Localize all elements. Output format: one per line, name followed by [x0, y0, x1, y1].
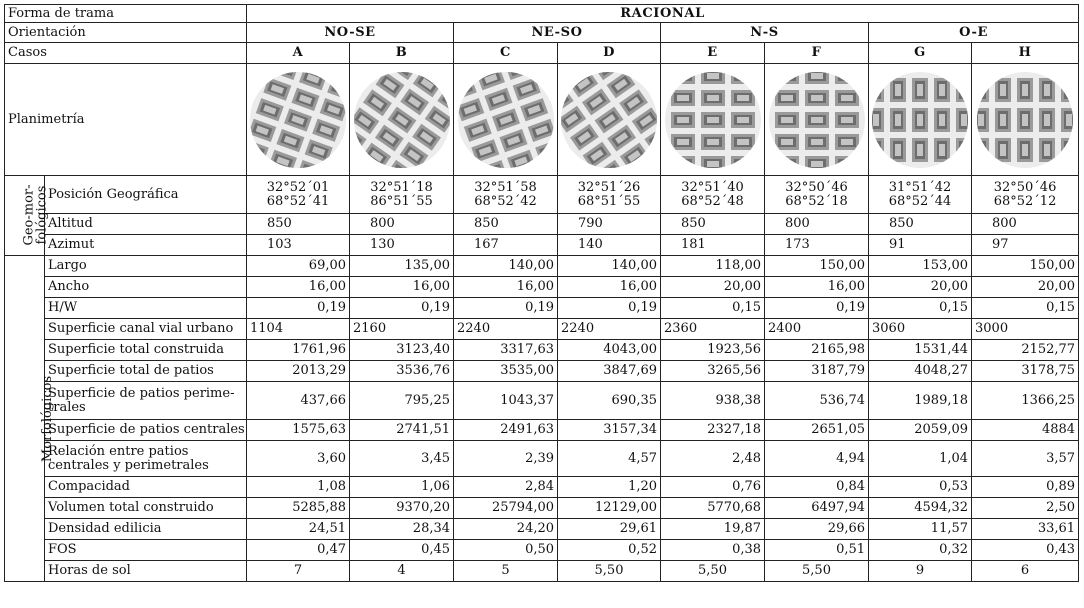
data-table [4, 4, 1079, 582]
cell-value: 32°51´26 68°51´55 [558, 176, 661, 214]
group-label-geo [5, 176, 50, 256]
cell-value: 69,00 [247, 256, 350, 277]
case-header: D [558, 43, 661, 64]
row-label: Altitud [45, 214, 247, 235]
orientation-header: N-S [661, 23, 869, 43]
cell-value: 25794,00 [454, 498, 558, 519]
cell-value: 3,60 [247, 441, 350, 477]
cell-value: 2240 [558, 319, 661, 340]
cell-value: 795,25 [350, 382, 454, 420]
cell-value: 4884 [972, 420, 1079, 441]
cell-value: 20,00 [869, 277, 972, 298]
table-row [5, 540, 1079, 561]
cell-value: 91 [869, 235, 972, 256]
planimetria-map [249, 71, 347, 169]
row-label: Ancho [45, 277, 247, 298]
case-header: E [661, 43, 765, 64]
cell-value: 0,19 [558, 298, 661, 319]
cell-value: 0,19 [350, 298, 454, 319]
cell-value: 5285,88 [247, 498, 350, 519]
forma-value: RACIONAL [247, 5, 1079, 23]
cell-value: 2741,51 [350, 420, 454, 441]
cell-value: 2160 [350, 319, 454, 340]
cell-value: 173 [765, 235, 869, 256]
planimetria-map [871, 71, 969, 169]
cell-value: 130 [350, 235, 454, 256]
cell-value: 32°51´18 86°51´55 [350, 176, 454, 214]
cell-value: 135,00 [350, 256, 454, 277]
cell-value: 19,87 [661, 519, 765, 540]
row-label: Superficie de patios perime-trales [45, 382, 247, 420]
cell-value: 800 [765, 214, 869, 235]
cell-value: 0,19 [765, 298, 869, 319]
cell-value: 140,00 [558, 256, 661, 277]
table-row [5, 256, 1079, 277]
case-header: H [972, 43, 1079, 64]
group-label-text: Geo-mor- fológicos [21, 184, 50, 246]
planimetria-map [353, 71, 451, 169]
cell-value: 437,66 [247, 382, 350, 420]
planimetria-map [976, 71, 1074, 169]
cell-value: 2,50 [972, 498, 1079, 519]
table-row [5, 277, 1079, 298]
cell-value: 103 [247, 235, 350, 256]
cell-value: 0,43 [972, 540, 1079, 561]
cell-value: 536,74 [765, 382, 869, 420]
row-label: Superficie total de patios [45, 361, 247, 382]
cell-value: 0,51 [765, 540, 869, 561]
cell-value: 3265,56 [661, 361, 765, 382]
cell-value: 3060 [869, 319, 972, 340]
orientation-header: O-E [869, 23, 1079, 43]
cell-value: 4 [350, 561, 454, 582]
cell-value: 4,94 [765, 441, 869, 477]
row-label: Superficie de patios centrales [45, 420, 247, 441]
cell-value: 32°50´46 68°52´18 [765, 176, 869, 214]
cell-value: 20,00 [661, 277, 765, 298]
table-row [5, 382, 1079, 420]
row-label: Posición Geográfica [45, 176, 247, 214]
cell-value: 32°51´40 68°52´48 [661, 176, 765, 214]
row-label: Compacidad [45, 477, 247, 498]
cell-value: 2651,05 [765, 420, 869, 441]
cell-value: 9 [869, 561, 972, 582]
cell-value: 0,15 [869, 298, 972, 319]
planimetria-image [350, 64, 454, 176]
cell-value: 140 [558, 235, 661, 256]
cell-value: 0,15 [661, 298, 765, 319]
cell-value: 20,00 [972, 277, 1079, 298]
planimetria-image [661, 64, 765, 176]
cell-value: 800 [350, 214, 454, 235]
cell-value: 1043,37 [454, 382, 558, 420]
cell-value: 5770,68 [661, 498, 765, 519]
cell-value: 29,61 [558, 519, 661, 540]
orientation-header: NE-SO [454, 23, 661, 43]
cell-value: 3187,79 [765, 361, 869, 382]
cell-value: 1366,25 [972, 382, 1079, 420]
row-label: Largo [45, 256, 247, 277]
cell-value: 4043,00 [558, 340, 661, 361]
group-label-text: Morfológicos [40, 375, 56, 462]
row-label: Horas de sol [45, 561, 247, 582]
table-row [5, 361, 1079, 382]
table-row [5, 477, 1079, 498]
cell-value: 850 [661, 214, 765, 235]
cell-value: 1104 [247, 319, 350, 340]
row-label: Densidad edilicia [45, 519, 247, 540]
table-row [5, 23, 1079, 43]
cell-value: 5,50 [661, 561, 765, 582]
cell-value: 97 [972, 235, 1079, 256]
cell-value: 0,38 [661, 540, 765, 561]
cell-value: 0,19 [247, 298, 350, 319]
cell-value: 1923,56 [661, 340, 765, 361]
planimetria-image [247, 64, 350, 176]
cell-value: 6 [972, 561, 1079, 582]
group-label-morf [5, 256, 56, 582]
case-header: F [765, 43, 869, 64]
cell-value: 1,20 [558, 477, 661, 498]
cell-value: 16,00 [350, 277, 454, 298]
planimetria-map [768, 71, 866, 169]
cell-value: 118,00 [661, 256, 765, 277]
cell-value: 140,00 [454, 256, 558, 277]
cell-value: 0,15 [972, 298, 1079, 319]
cell-value: 3000 [972, 319, 1079, 340]
cell-value: 2327,18 [661, 420, 765, 441]
cell-value: 2059,09 [869, 420, 972, 441]
cell-value: 7 [247, 561, 350, 582]
case-header: C [454, 43, 558, 64]
cell-value: 33,61 [972, 519, 1079, 540]
cell-value: 5,50 [765, 561, 869, 582]
cell-value: 24,20 [454, 519, 558, 540]
cell-value: 4,57 [558, 441, 661, 477]
cell-value: 1,08 [247, 477, 350, 498]
cell-value: 153,00 [869, 256, 972, 277]
cell-value: 28,34 [350, 519, 454, 540]
cell-value: 1989,18 [869, 382, 972, 420]
cell-value: 3,45 [350, 441, 454, 477]
planimetria-image [558, 64, 661, 176]
cell-value: 800 [972, 214, 1079, 235]
row-label: FOS [45, 540, 247, 561]
cell-value: 4048,27 [869, 361, 972, 382]
cell-value: 2165,98 [765, 340, 869, 361]
cell-value: 3847,69 [558, 361, 661, 382]
cell-value: 5 [454, 561, 558, 582]
table-row [5, 340, 1079, 361]
table-row [5, 43, 1079, 64]
cell-value: 16,00 [765, 277, 869, 298]
cell-value: 3157,34 [558, 420, 661, 441]
cell-value: 3178,75 [972, 361, 1079, 382]
cell-value: 32°50´46 68°52´12 [972, 176, 1079, 214]
forma-label: Forma de trama [5, 5, 247, 23]
cell-value: 1531,44 [869, 340, 972, 361]
cell-value: 2,48 [661, 441, 765, 477]
cell-value: 12129,00 [558, 498, 661, 519]
cell-value: 850 [869, 214, 972, 235]
cell-value: 0,76 [661, 477, 765, 498]
table-row [5, 319, 1079, 340]
cell-value: 3123,40 [350, 340, 454, 361]
case-header: G [869, 43, 972, 64]
cell-value: 4594,32 [869, 498, 972, 519]
row-label: Volumen total construido [45, 498, 247, 519]
cell-value: 24,51 [247, 519, 350, 540]
planimetria-image [972, 64, 1079, 176]
cell-value: 167 [454, 235, 558, 256]
table-row [5, 519, 1079, 540]
cell-value: 0,84 [765, 477, 869, 498]
cell-value: 1,06 [350, 477, 454, 498]
cell-value: 32°52´01 68°52´41 [247, 176, 350, 214]
cell-value: 32°51´58 68°52´42 [454, 176, 558, 214]
cell-value: 0,32 [869, 540, 972, 561]
table-row [5, 64, 1079, 176]
table-row [5, 176, 1079, 214]
table-row [5, 214, 1079, 235]
cell-value: 2,39 [454, 441, 558, 477]
cell-value: 5,50 [558, 561, 661, 582]
cell-value: 2152,77 [972, 340, 1079, 361]
table-row [5, 235, 1079, 256]
cell-value: 0,53 [869, 477, 972, 498]
cell-value: 790 [558, 214, 661, 235]
cell-value: 0,89 [972, 477, 1079, 498]
planimetria-map [457, 71, 555, 169]
case-header: A [247, 43, 350, 64]
cell-value: 29,66 [765, 519, 869, 540]
planimetria-map [664, 71, 762, 169]
table-row [5, 298, 1079, 319]
cell-value: 690,35 [558, 382, 661, 420]
cell-value: 3317,63 [454, 340, 558, 361]
row-label: Superficie canal vial urbano [45, 319, 247, 340]
cell-value: 0,45 [350, 540, 454, 561]
cell-value: 11,57 [869, 519, 972, 540]
planimetria-map [560, 71, 658, 169]
cell-value: 3,57 [972, 441, 1079, 477]
cell-value: 2240 [454, 319, 558, 340]
row-label: Relación entre patios centrales y perimetrales [45, 441, 247, 477]
cell-value: 6497,94 [765, 498, 869, 519]
cell-value: 2491,63 [454, 420, 558, 441]
cell-value: 1575,63 [247, 420, 350, 441]
cell-value: 2013,29 [247, 361, 350, 382]
cell-value: 0,19 [454, 298, 558, 319]
cell-value: 2400 [765, 319, 869, 340]
cell-value: 850 [247, 214, 350, 235]
table-row [5, 561, 1079, 582]
cell-value: 31°51´42 68°52´44 [869, 176, 972, 214]
casos-label: Casos [5, 43, 247, 64]
cell-value: 1,04 [869, 441, 972, 477]
cell-value: 2360 [661, 319, 765, 340]
table-row [5, 498, 1079, 519]
cell-value: 0,47 [247, 540, 350, 561]
row-label: Superficie total construida [45, 340, 247, 361]
planimetria-label: Planimetría [5, 64, 247, 176]
cell-value: 16,00 [247, 277, 350, 298]
cell-value: 150,00 [765, 256, 869, 277]
cell-value: 1761,96 [247, 340, 350, 361]
cell-value: 16,00 [558, 277, 661, 298]
row-label: H/W [45, 298, 247, 319]
planimetria-image [454, 64, 558, 176]
cell-value: 181 [661, 235, 765, 256]
orient-label: Orientación [5, 23, 247, 43]
cell-value: 3535,00 [454, 361, 558, 382]
cell-value: 9370,20 [350, 498, 454, 519]
planimetria-image [869, 64, 972, 176]
table-row [5, 420, 1079, 441]
case-header: B [350, 43, 454, 64]
cell-value: 0,52 [558, 540, 661, 561]
cell-value: 850 [454, 214, 558, 235]
cell-value: 938,38 [661, 382, 765, 420]
cell-value: 3536,76 [350, 361, 454, 382]
table-row [5, 441, 1079, 477]
cell-value: 0,50 [454, 540, 558, 561]
row-label: Azimut [45, 235, 247, 256]
planimetria-image [765, 64, 869, 176]
cell-value: 2,84 [454, 477, 558, 498]
orientation-header: NO-SE [247, 23, 454, 43]
table-row [5, 5, 1079, 23]
cell-value: 16,00 [454, 277, 558, 298]
cell-value: 150,00 [972, 256, 1079, 277]
